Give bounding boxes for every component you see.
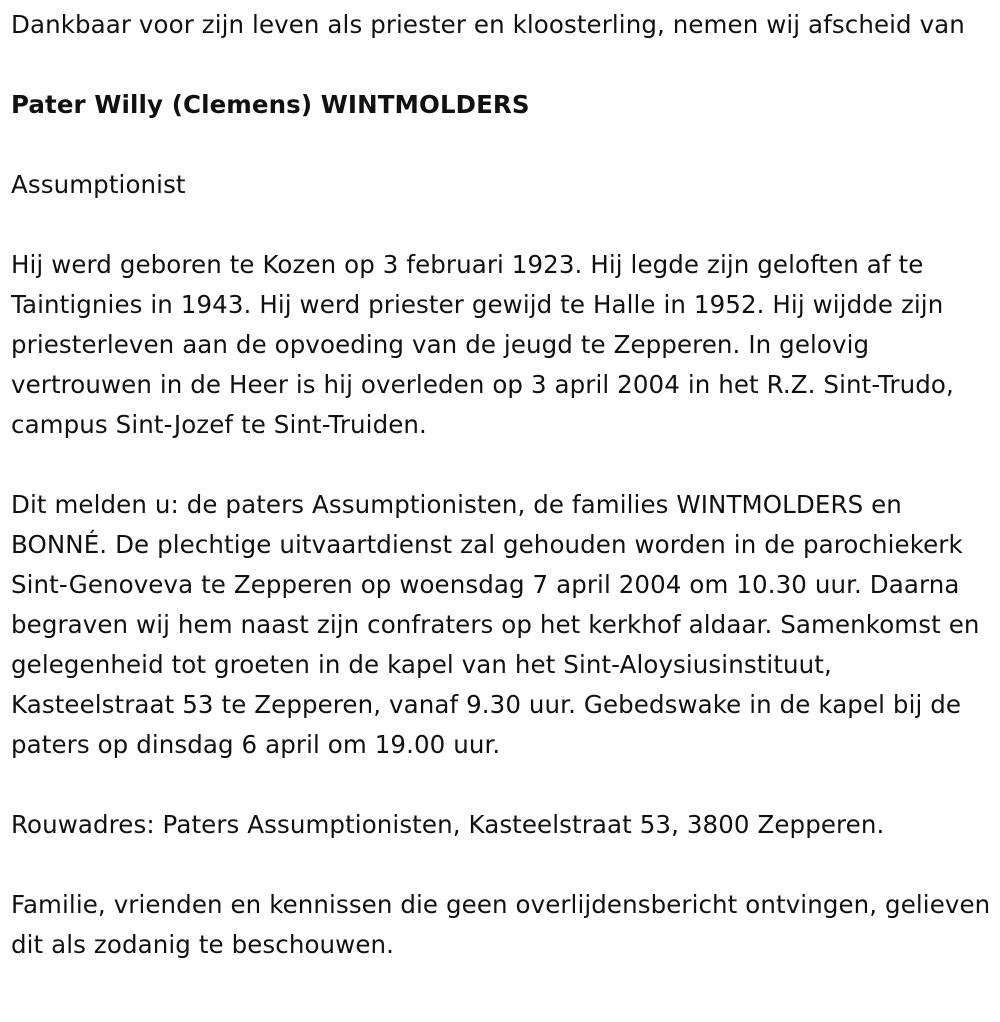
obituary-document: [11, 5, 993, 965]
intro-paragraph: Dankbaar voor zijn leven als priester en kloosterling, nemen wij afscheid van: [11, 10, 965, 39]
religious-order: Assumptionist: [11, 170, 186, 199]
deceased-name: Pater Willy (Clemens) WINTMOLDERS: [11, 90, 530, 119]
biography-paragraph: Hij werd geboren te Kozen op 3 februari 1923. Hij legde zijn geloften af te Taintignies in 1943. Hij werd priester gewijd te Halle in 1952. Hij wijdde zijn priesterleven aan de opvoeding van de jeugd te Zepperen. In gelovig vertrouwen in de Heer is hij overleden op 3 april 2004 in het R.Z. Sint-Trudo, campus Sint-Jozef te Sint-Truiden.: [11, 250, 954, 439]
closing-paragraph: Familie, vrienden en kennissen die geen overlijdensbericht ontvingen, gelieven dit als zodanig te beschouwen.: [11, 890, 991, 959]
funeral-announcement-paragraph: Dit melden u: de paters Assumptionisten, de families WINTMOLDERS en BONNÉ. De plechtige uitvaartdienst zal gehouden worden in de parochiekerk Sint-Genoveva te Zepperen op woensdag 7 april 2004 om 10.30 uur. Daarna begraven wij hem naast zijn confraters op het kerkhof aldaar. Samenkomst en gelegenheid tot groeten in de kapel van het Sint-Aloysiusinstituut, Kasteelstraat 53 te Zepperen, vanaf 9.30 uur. Gebedswake in de kapel bij de paters op dinsdag 6 april om 19.00 uur.: [11, 490, 980, 759]
mourning-address: Rouwadres: Paters Assumptionisten, Kasteelstraat 53, 3800 Zepperen.: [11, 810, 885, 839]
